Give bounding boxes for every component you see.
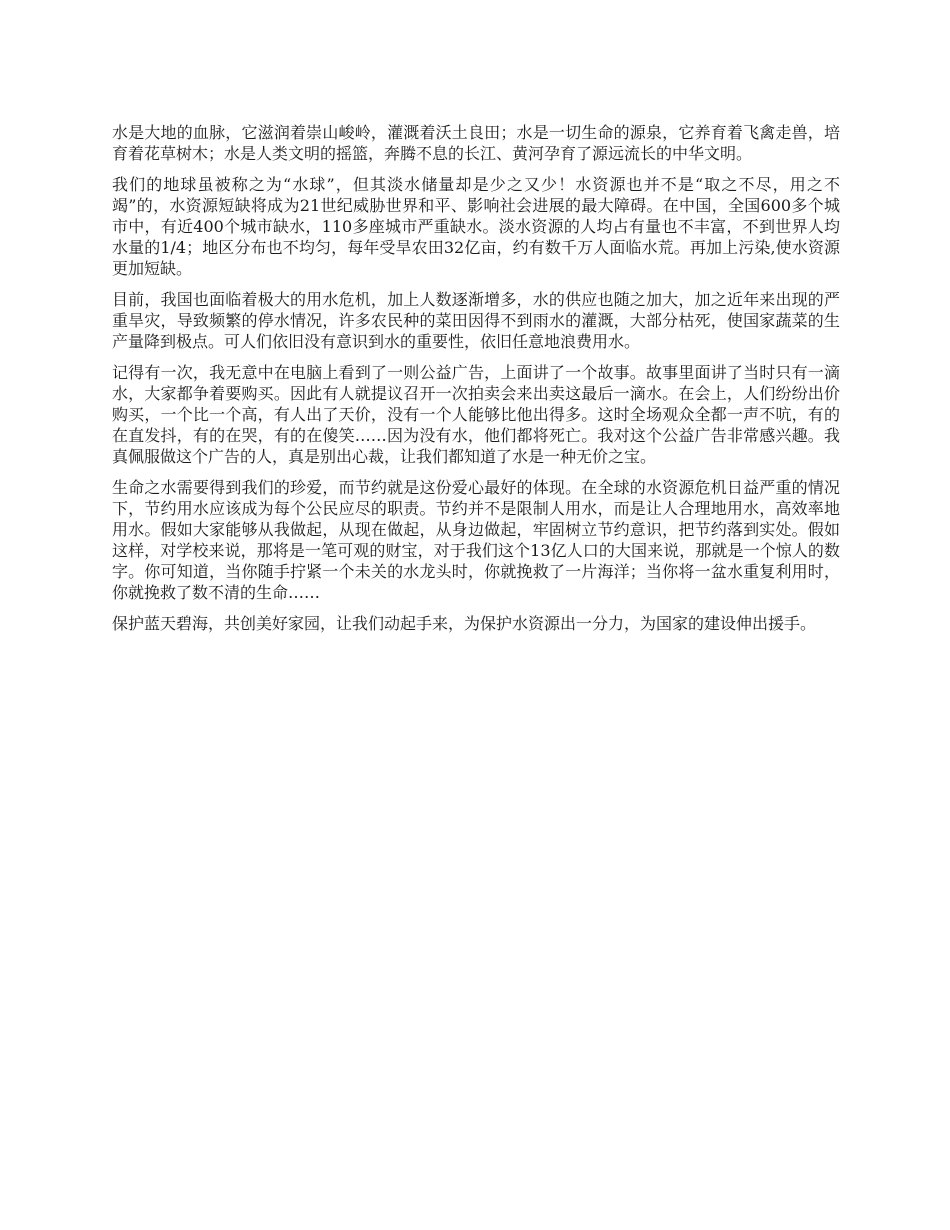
document-body [112, 122, 840, 644]
paragraph-2: 我们的地球虽被称之为“水球”，但其淡水储量却是少之又少！水资源也并不是“取之不尽，用之不竭”的，水资源短缺将成为21世纪威胁世界和平、影响社会进展的最大障碍。在中国，全国600多个城市中，有近400个城市缺水，110多座城市严重缺水。淡水资源的人均占有量也不丰富，不到世界人均水量的1/4；地区分布也不均匀，每年受旱农田32亿亩，约有数千万人面临水荒。再加上污染,使水资源更加短缺。 [112, 175, 840, 278]
paragraph-5: 生命之水需要得到我们的珍爱，而节约就是这份爱心最好的体现。在全球的水资源危机日益严重的情况下，节约用水应该成为每个公民应尽的职责。节约并不是限制人用水，而是让人合理地用水，高效率地用水。假如大家能够从我做起，从现在做起，从身边做起，牢固树立节约意识，把节约落到实处。假如这样，对学校来说，那将是一笔可观的财宝，对于我们这个13亿人口的大国来说，那就是一个惊人的数字。你可知道，当你随手拧紧一个未关的水龙头时，你就挽救了一片海洋；当你将一盆水重复利用时，你就挽救了数不清的生命…… [112, 478, 840, 602]
paragraph-1: 水是大地的血脉，它滋润着崇山峻岭，灌溉着沃土良田；水是一切生命的源泉，它养育着飞禽走兽，培育着花草树木；水是人类文明的摇篮，奔腾不息的长江、黄河孕育了源远流长的中华文明。 [112, 123, 840, 163]
paragraph-6: 保护蓝天碧海，共创美好家园，让我们动起手来，为保护水资源出一分力，为国家的建设伸出援手。 [112, 614, 817, 633]
paragraph-3: 目前，我国也面临着极大的用水危机，加上人数逐渐增多，水的供应也随之加大，加之近年来出现的严重旱灾，导致频繁的停水情况，许多农民种的菜田因得不到雨水的灌溉，大部分枯死，使国家蔬菜的生产量降到极点。可人们依旧没有意识到水的重要性，依旧任意地浪费用水。 [112, 290, 840, 351]
paragraph-4: 记得有一次，我无意中在电脑上看到了一则公益广告，上面讲了一个故事。故事里面讲了当时只有一滴水，大家都争着要购买。因此有人就提议召开一次拍卖会来出卖这最后一滴水。在会上，人们纷纷出价购买，一个比一个高，有人出了天价，没有一个人能够比他出得多。这时全场观众全都一声不吭，有的在直发抖，有的在哭，有的在傻笑……因为没有水，他们都将死亡。我对这个公益广告非常感兴趣。我真佩服做这个广告的人，真是别出心裁，让我们都知道了水是一种无价之宝。 [112, 363, 840, 466]
